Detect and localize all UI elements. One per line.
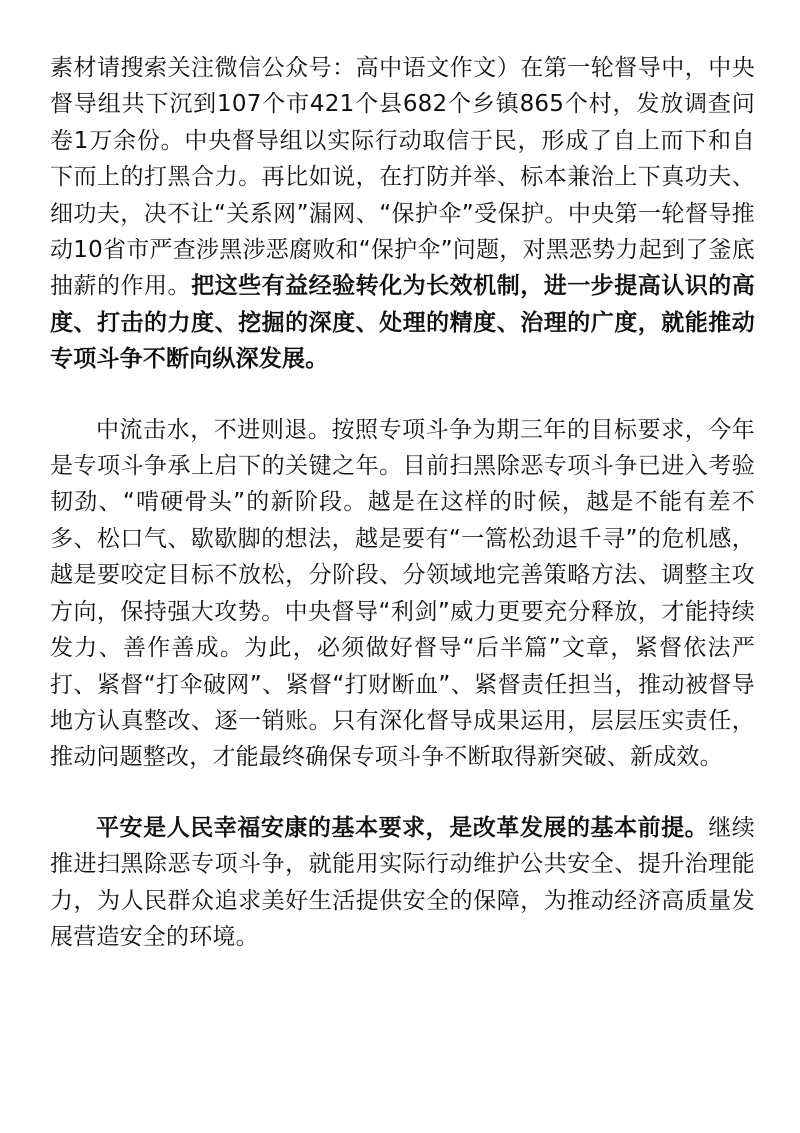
paragraph-1 (50, 50, 755, 378)
paragraph-1-bold-text: 把这些有益经验转化为长效机制，进一步提高认识的高度、打击的力度、挖掘的深度、处理的精度、治理的广度，就能推动专项斗争不断向纵深发展。 (50, 273, 755, 373)
paragraph-3-text: 继续推进扫黑除恶专项斗争，就能用实际行动维护公共安全、提升治理能力，为人民群众追求美好生活提供安全的保障，为推动经济高质量发展营造安全的环境。 (50, 814, 755, 950)
paragraph-3 (50, 810, 755, 956)
paragraph-2-text: 中流击水，不进则退。按照专项斗争为期三年的目标要求，今年是专项斗争承上启下的关键之年。目前扫黑除恶专项斗争已进入考验韧劲、“啃硬骨头”的新阶段。越是在这样的时候，越是不能有差不多、松口气、歇歇脚的想法，越是要有“一篙松劲退千寻”的危机感，越是要咬定目标不放松，分阶段、分领域地完善策略方法、调整主攻方向，保持强大攻势。中央督导“利剑”威力更要充分释放，才能持续发力、善作善成。为此，必须做好督导“后半篇”文章，紧督依法严打、紧督“打伞破网”、紧督“打财断血”、紧督责任担当，推动被督导地方认真整改、逐一销账。只有深化督导成果运用，层层压实责任，推动问题整改，才能最终确保专项斗争不断取得新突破、新成效。 (50, 416, 755, 771)
paragraph-3-bold-text: 平安是人民幸福安康的基本要求，是改革发展的基本前提。 (96, 814, 709, 841)
document-page (50, 50, 755, 955)
paragraph-1-text: 素材请搜索关注微信公众号：高中语文作文）在第一轮督导中，中央督导组共下沉到107个市421个县682个乡镇865个村，发放调查问卷1万余份。中央督导组以实际行动取信于民，形成了自上而下和自下而上的打黑合力。再比如说，在打防并举、标本兼治上下真功夫、细功夫，决不让“关系网”漏网、“保护伞”受保护。中央第一轮督导推动10省市严查涉黑涉恶腐败和“保护伞”问题，对黑恶势力起到了釜底抽薪的作用。 (50, 55, 755, 300)
paragraph-2 (50, 412, 755, 776)
